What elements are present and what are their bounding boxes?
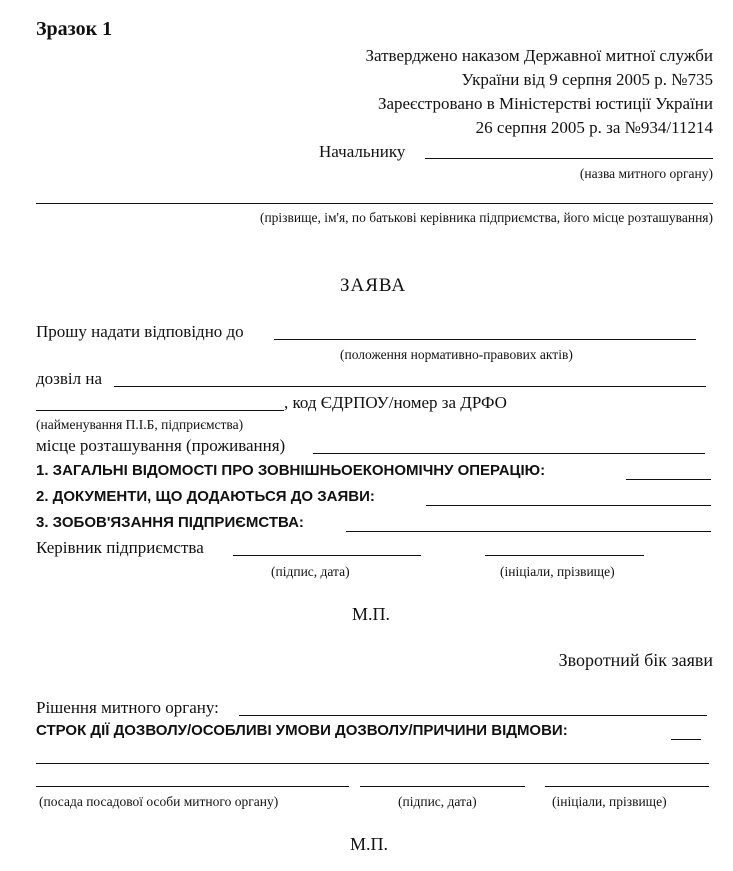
head-label: Керівник підприємства bbox=[36, 538, 204, 557]
head-signature-caption: (підпис, дата) bbox=[271, 564, 350, 579]
section-3-field[interactable] bbox=[346, 531, 711, 532]
official-initials-field[interactable] bbox=[545, 786, 709, 787]
addressee-field[interactable] bbox=[425, 158, 713, 159]
enterprise-name-caption: (найменування П.І.Б, підприємства) bbox=[36, 417, 244, 432]
head-initials-field[interactable] bbox=[485, 555, 644, 556]
section-2-heading: 2. ДОКУМЕНТИ, ЩО ДОДАЮТЬСЯ ДО ЗАЯВИ: bbox=[36, 488, 375, 505]
addressee-caption-head: (прізвище, ім'я, по батькові керівника підприємства, його місце розташування) bbox=[259, 210, 713, 225]
approval-line-3: Зареєстровано в Міністерстві юстиції України bbox=[377, 94, 713, 113]
location-field[interactable] bbox=[313, 453, 705, 454]
reverse-stamp-mark: М.П. bbox=[350, 834, 389, 854]
head-signature-field[interactable] bbox=[233, 555, 421, 556]
legal-acts-field[interactable] bbox=[274, 339, 696, 340]
addressee-caption-org: (назва митного органу) bbox=[579, 166, 713, 181]
official-position-caption: (посада посадової особи митного органу) bbox=[39, 794, 279, 809]
approval-line-4: 26 серпня 2005 р. за №934/11214 bbox=[475, 118, 713, 137]
legal-acts-caption: (положення нормативно-правових актів) bbox=[340, 347, 573, 362]
location-label: місце розташування (проживання) bbox=[36, 436, 286, 455]
official-signature-caption: (підпис, дата) bbox=[398, 794, 477, 809]
official-signature-field[interactable] bbox=[360, 786, 525, 787]
section-3-heading: 3. ЗОБОВ'ЯЗАННЯ ПІДПРИЄМСТВА: bbox=[36, 514, 304, 531]
official-position-field[interactable] bbox=[36, 786, 349, 787]
permit-field[interactable] bbox=[114, 386, 706, 387]
enterprise-name-field[interactable] bbox=[36, 410, 284, 411]
request-label: Прошу надати відповідно до bbox=[36, 322, 244, 341]
section-2-field[interactable] bbox=[426, 505, 711, 506]
decision-label: Рішення митного органу: bbox=[36, 698, 219, 717]
head-initials-caption: (ініціали, прізвище) bbox=[500, 564, 615, 579]
stamp-mark: М.П. bbox=[352, 604, 391, 624]
term-field-continued[interactable] bbox=[36, 763, 709, 764]
term-heading: СТРОК ДІЇ ДОЗВОЛУ/ОСОБЛИВІ УМОВИ ДОЗВОЛУ/ПРИЧИНИ ВІДМОВИ: bbox=[36, 722, 568, 739]
section-1-heading: 1. ЗАГАЛЬНІ ВІДОМОСТІ ПРО ЗОВНІШНЬОЕКОНОМІЧНУ ОПЕРАЦІЮ: bbox=[36, 462, 546, 479]
reverse-heading: Зворотний бік заяви bbox=[558, 650, 713, 670]
permit-label: дозвіл на bbox=[36, 369, 102, 388]
section-1-field[interactable] bbox=[626, 479, 711, 480]
term-field[interactable] bbox=[671, 739, 701, 740]
decision-field[interactable] bbox=[239, 715, 707, 716]
approval-line-2: України від 9 серпня 2005 р. №735 bbox=[461, 70, 713, 89]
code-label: , код ЄДРПОУ/номер за ДРФО bbox=[284, 393, 507, 412]
addressee-label: Начальнику bbox=[319, 142, 406, 161]
head-info-field[interactable] bbox=[36, 203, 713, 204]
official-initials-caption: (ініціали, прізвище) bbox=[552, 794, 667, 809]
sample-label: Зразок 1 bbox=[36, 18, 113, 40]
document-title: ЗАЯВА bbox=[340, 275, 407, 296]
approval-line-1: Затверджено наказом Державної митної служби bbox=[365, 46, 713, 65]
